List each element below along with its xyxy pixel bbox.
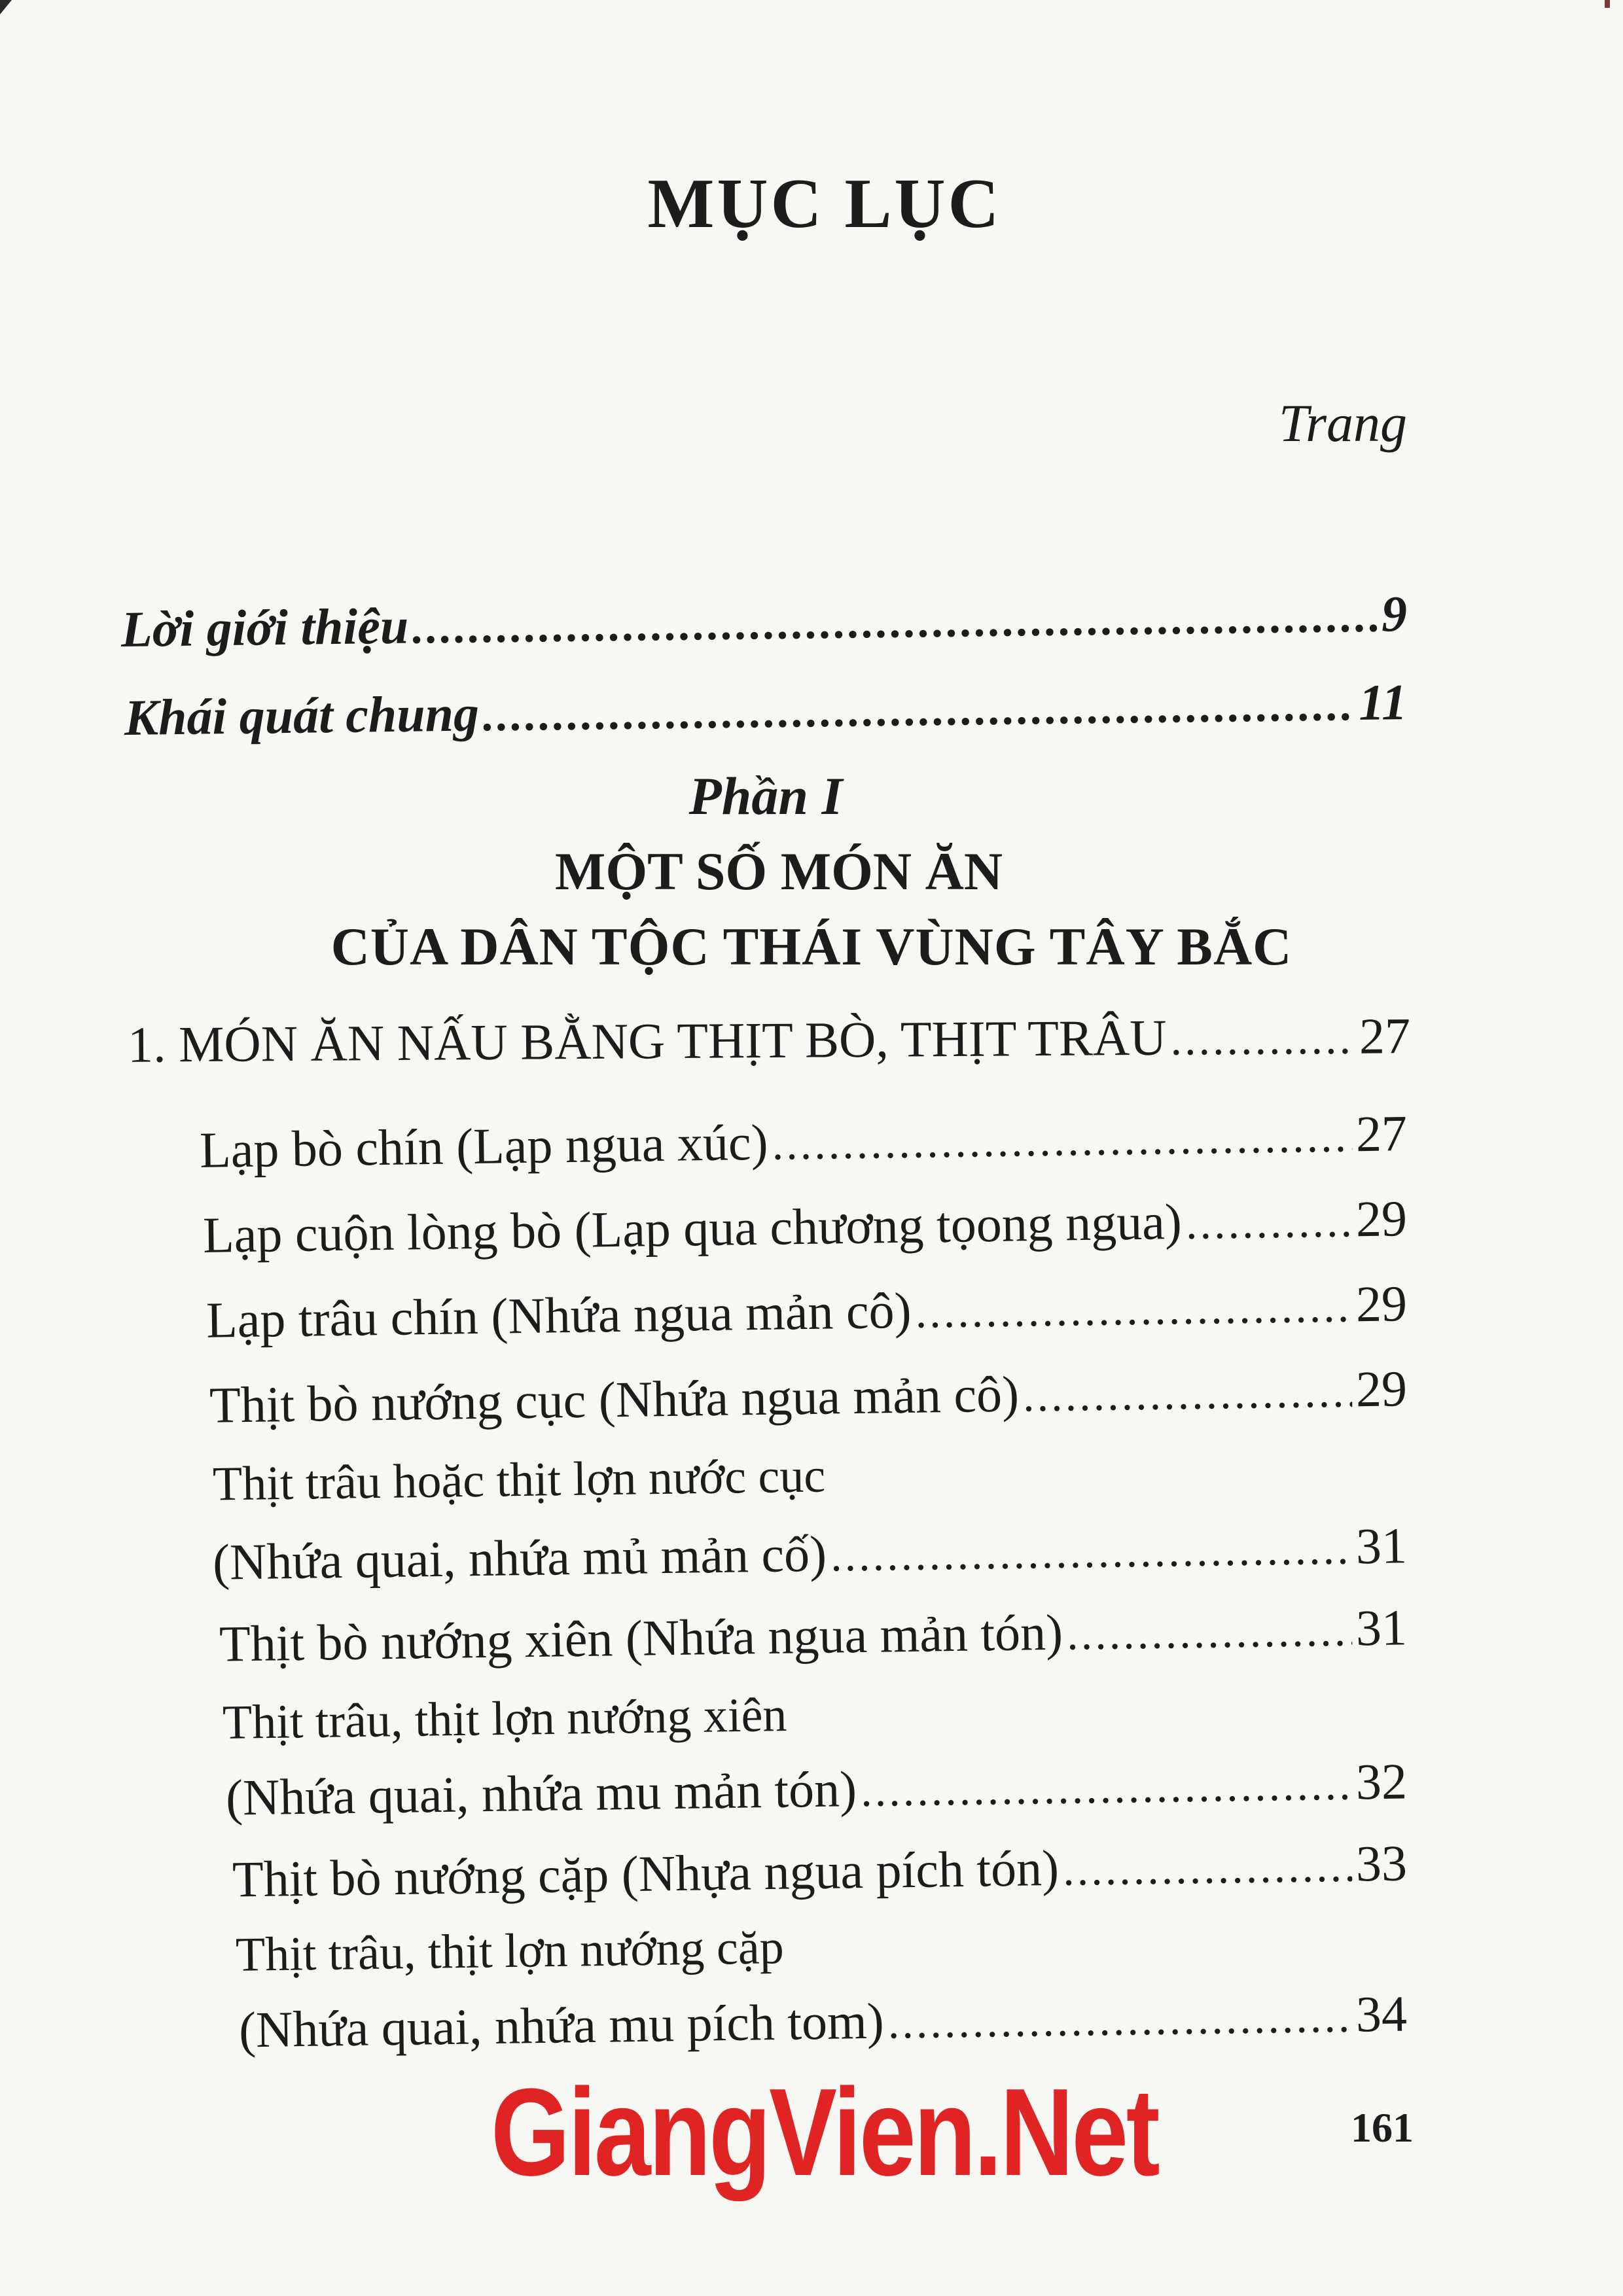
- part-heading-line: CỦA DÂN TỘC THÁI VÙNG TÂY BẮC: [330, 917, 1293, 976]
- toc-entry-label: Lạp trâu chín (Nhứa ngua mản cô): [205, 1281, 912, 1349]
- leader-dots: [830, 1523, 1352, 1582]
- toc-entry-label: Khái quát chung: [124, 684, 480, 746]
- toc-entry-line1: Thịt trâu, thịt lợn nướng xiên: [222, 1687, 787, 1750]
- leader-dots: [1185, 1195, 1352, 1250]
- part-label: Phần I: [688, 766, 843, 826]
- toc-section-label: 1. MÓN ĂN NẤU BẰNG THỊT BÒ, THỊT TRÂU: [127, 1008, 1167, 1073]
- toc-entry-label: (Nhứa quai, nhứa mủ mản cố): [212, 1525, 827, 1591]
- leader-dots: [1062, 1841, 1352, 1897]
- toc-entry: [212, 1516, 1407, 1591]
- toc-entry: [202, 1189, 1407, 1265]
- toc-entry-label: Thịt bò nướng xiên (Nhứa ngua mản tón): [219, 1603, 1063, 1672]
- toc-entry: [219, 1598, 1407, 1673]
- toc-entry-page: 29: [1355, 1190, 1408, 1248]
- toc-entry-label: (Nhứa quai, nhứa mu mản tón): [225, 1760, 857, 1826]
- toc-entry: [121, 584, 1408, 659]
- toc-entry-label: Lời giới thiệu: [120, 597, 409, 658]
- page-number: 161: [1351, 2104, 1414, 2151]
- leader-dots: [860, 1759, 1352, 1818]
- toc-entry-page: 9: [1381, 585, 1408, 643]
- toc-entry-page: 11: [1358, 673, 1408, 731]
- leader-dots: [915, 1280, 1353, 1339]
- toc-entry: [225, 1752, 1407, 1827]
- part-heading-line: MỘT SỐ MÓN ĂN: [554, 841, 1003, 901]
- leader-dots: [887, 1991, 1352, 2050]
- toc-entry: [124, 673, 1408, 747]
- toc-entry: [199, 1104, 1407, 1180]
- leader-dots: [1067, 1605, 1353, 1661]
- toc-entry-label: (Nhứa quai, nhứa mu pích tom): [238, 1992, 885, 2058]
- toc-entry-label: Thịt bò nướng cục (Nhứa ngua mản cô): [209, 1365, 1020, 1434]
- toc-entry: [232, 1833, 1407, 1909]
- toc-entry-page: 29: [1355, 1360, 1408, 1418]
- toc-entry-page: 34: [1355, 1985, 1408, 2043]
- toc-section-page: 27: [1359, 1007, 1411, 1065]
- page-column-label: Trang: [1279, 393, 1407, 453]
- leader-dots: [772, 1110, 1353, 1171]
- toc-entry-page: 29: [1355, 1275, 1408, 1333]
- page-title: MỤC LỤC: [647, 165, 1002, 243]
- toc-entry-label: Thịt bò nướng cặp (Nhựa ngua pích tón): [232, 1839, 1060, 1908]
- leader-dots: [412, 591, 1378, 655]
- toc-entry: [205, 1274, 1407, 1350]
- scan-corner-mark: [1605, 0, 1610, 8]
- toc-entry-page: 31: [1355, 1517, 1408, 1575]
- toc-section: [128, 1006, 1411, 1074]
- toc-entry-page: 33: [1355, 1834, 1408, 1892]
- toc-entry: [238, 1985, 1407, 2060]
- toc-entry: [209, 1359, 1407, 1435]
- toc-entry-line1: Thịt trâu hoặc thịt lợn nước cục: [212, 1449, 826, 1511]
- toc-entry-page: 27: [1355, 1104, 1408, 1163]
- scan-corner-mark: [0, 0, 12, 14]
- toc-entry-line1: Thịt trâu, thịt lợn nướng cặp: [235, 1920, 785, 1982]
- leader-dots: [1170, 1013, 1355, 1067]
- toc-entry-page: 31: [1355, 1598, 1408, 1657]
- toc-entry-label: Lạp bò chín (Lạp ngua xúc): [199, 1113, 769, 1178]
- leader-dots: [1022, 1366, 1352, 1422]
- watermark-logo: GiangVien.Net: [491, 2063, 1158, 2202]
- toc-entry-page: 32: [1355, 1752, 1408, 1810]
- toc-entry-label: Lạp cuộn lòng bò (Lạp qua chương tọong ngua): [202, 1192, 1183, 1263]
- leader-dots: [482, 679, 1355, 742]
